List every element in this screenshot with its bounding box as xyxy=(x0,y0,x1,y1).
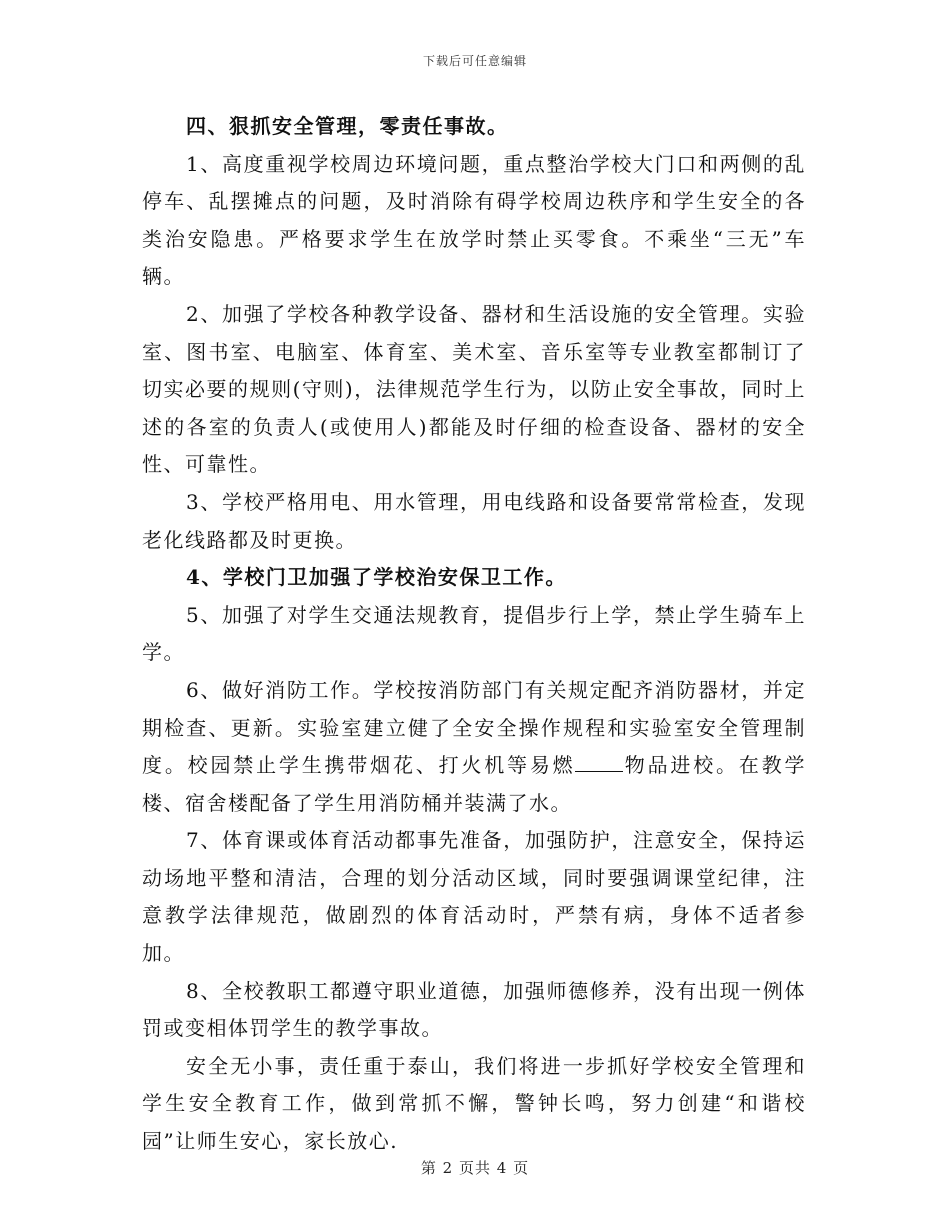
list-item-3: 3、学校严格用电、用水管理，用电线路和设备要常常检查，发现老化线路都及时更换。 xyxy=(142,489,806,552)
list-item-7: 7、体育课或体育活动都事先准备，加强防护，注意安全，保持运动场地平整和清洁，合理的划分活动区域，同时要强调课堂纪律，注意教学法律规范，做剧烈的体育活动时，严禁有病，身体不适者参加。 xyxy=(142,828,806,966)
page-header: 下载后可任意编辑 xyxy=(422,54,527,68)
list-item-8: 8、全校教职工都遵守职业道德，加强师德修养，没有出现一例体罚或变相体罚学生的教学事故。 xyxy=(142,978,806,1041)
section-heading: 四、狠抓安全管理，零责任事故。 xyxy=(186,114,509,138)
list-item-4: 4、学校门卫加强了学校治安保卫工作。 xyxy=(186,565,567,590)
list-item-6-text-after: 物品进校。在教学楼、宿舍楼配备了学生用消防桶并装满了水。 xyxy=(142,753,807,815)
document-body xyxy=(142,108,806,1161)
list-item-5: 5、加强了对学生交通法规教育，提倡步行上学，禁止学生骑车上学。 xyxy=(142,602,806,665)
list-item-2: 2、加强了学校各种教学设备、器材和生活设施的安全管理。实验室、图书室、电脑室、体育室、美术室、音乐室等专业教室都制订了切实必要的规则(守则)，法律规范学生行为，以防止安全事故，同时上述的各室的负责人(或使用人)都能及时仔细的检查设备、器材的安全性、可靠性。 xyxy=(142,301,806,477)
fill-in-blank xyxy=(575,753,623,772)
list-item-6 xyxy=(142,672,806,822)
list-item-6-text-before: 6、做好消防工作。学校按消防部门有关规定配齐消防器材，并定期检查、更新。实验室建立健了全安全操作规程和实验室安全管理制度。校园禁止学生携带烟花、打火机等易燃 xyxy=(142,677,806,778)
list-item-1: 1、高度重视学校周边环境问题，重点整治学校大门口和两侧的乱停车、乱摆摊点的问题，及时消除有碍学校周边秩序和学生安全的各类治安隐患。严格要求学生在放学时禁止买零食。不乘坐“三无”车辆。 xyxy=(142,151,806,289)
page-number: 第 2 页共 4 页 xyxy=(420,1159,530,1177)
closing-paragraph: 安全无小事，责任重于泰山，我们将进一步抓好学校安全管理和学生安全教育工作，做到常抓不懈，警钟长鸣，努力创建“和谐校园”让师生安心，家长放心. xyxy=(142,1053,806,1154)
